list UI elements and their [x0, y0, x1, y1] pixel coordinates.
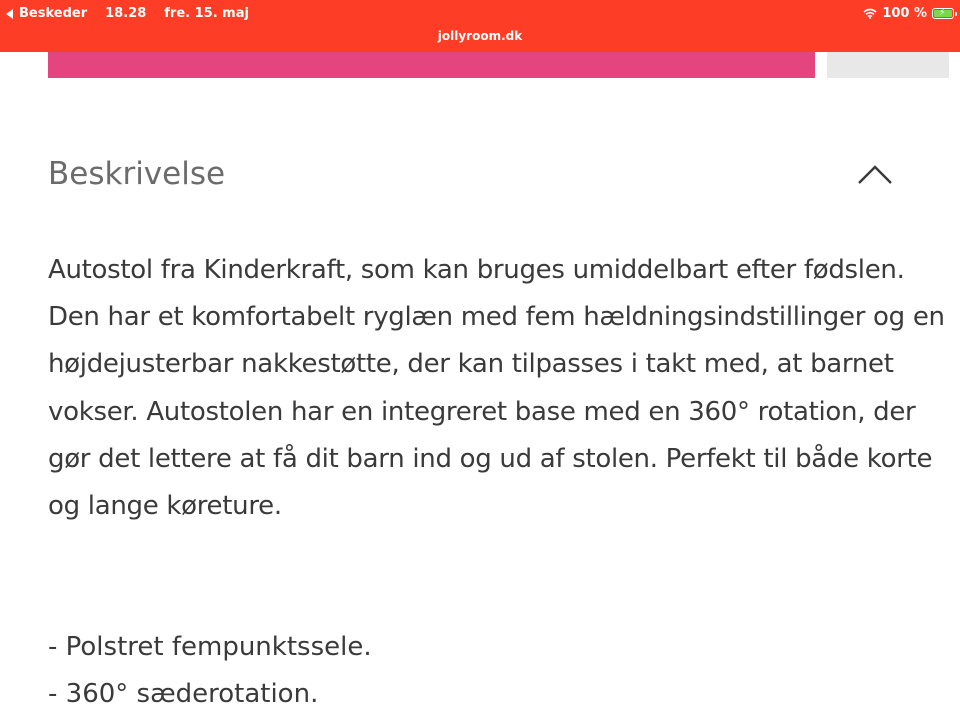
status-bar: [0, 0, 960, 52]
wifi-icon: [863, 8, 877, 19]
status-time: 18.28: [105, 6, 147, 21]
status-date: fre. 15. maj: [164, 6, 249, 21]
status-left: [6, 6, 249, 21]
status-right: [863, 6, 954, 21]
list-item: - Polstret fempunktssele.: [48, 632, 372, 662]
add-to-cart-button[interactable]: [48, 52, 815, 78]
battery-percent: 100 %: [882, 6, 927, 21]
product-description: [48, 247, 953, 530]
section-title: Beskrivelse: [48, 156, 226, 192]
chevron-up-icon[interactable]: [856, 162, 894, 186]
url-label[interactable]: jollyroom.dk: [437, 29, 523, 43]
description-text: Autostol fra Kinderkraft, som kan bruges umiddelbart efter fødslen. Den har et komfortabelt ryglæn med fem hældningsindstillinger og en højdejusterbar nakkestøtte, der kan tilpasses i takt med, at barnet vokser. Autostolen har en integreret base med en 360° rotation, der gør det lettere at få dit barn ind og ud af stolen. Perfekt til både korte og lange køreture.: [48, 255, 945, 522]
back-app-label[interactable]: Beskeder: [19, 6, 88, 21]
secondary-button[interactable]: [827, 52, 949, 78]
description-header[interactable]: [48, 150, 898, 206]
battery-charging-icon: ⚡: [932, 8, 954, 19]
back-arrow-icon[interactable]: [6, 9, 13, 19]
feature-list: [48, 624, 928, 718]
list-item: - 360° sæderotation.: [48, 679, 319, 709]
